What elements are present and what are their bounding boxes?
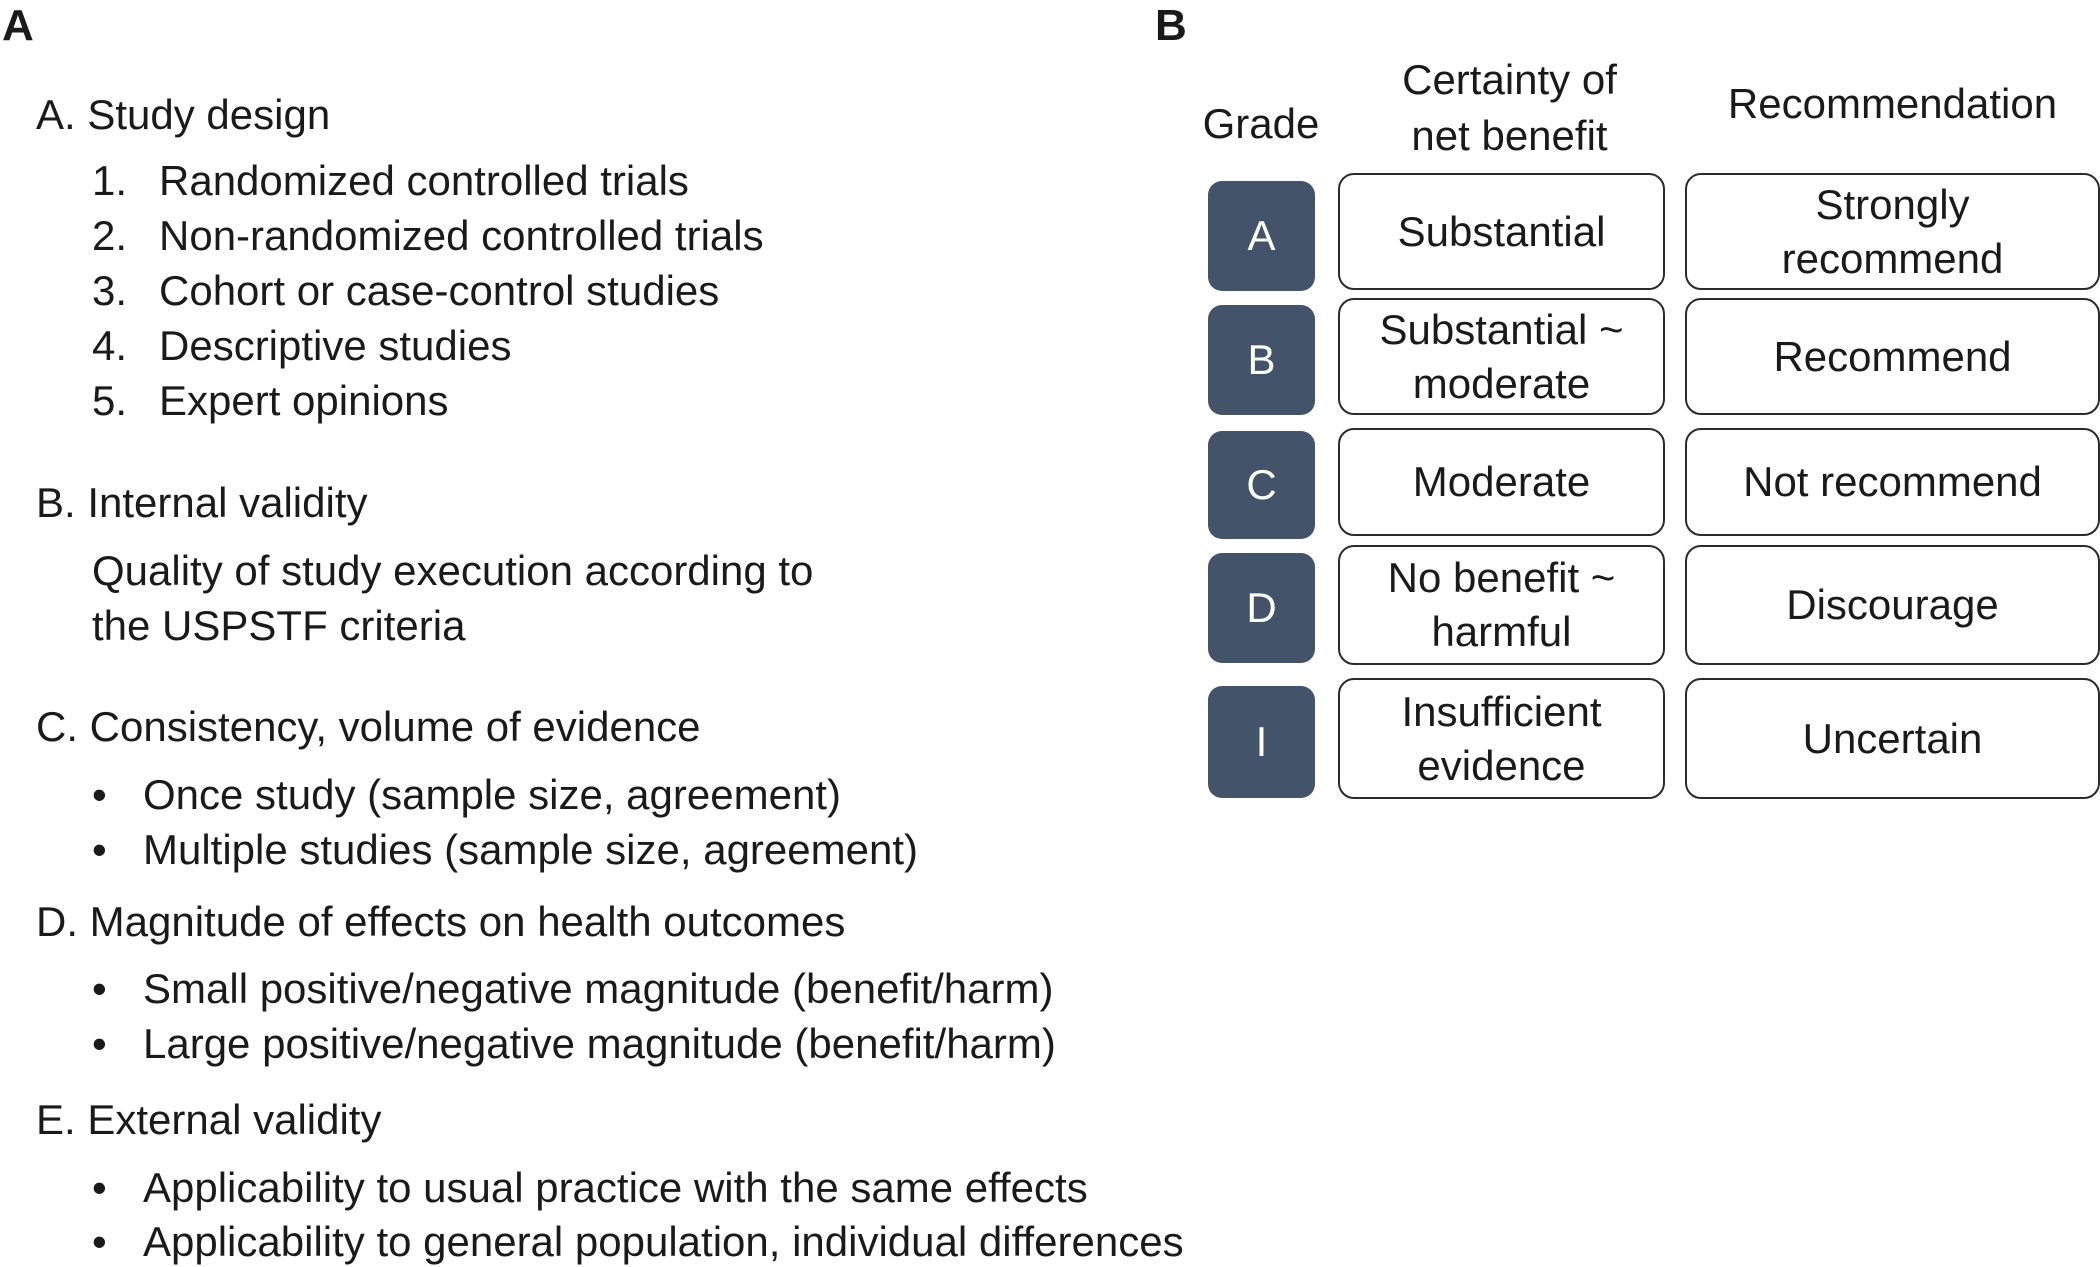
bullet-item: [92, 1164, 1088, 1211]
bullet-item: [92, 826, 918, 873]
panel-b-label: B: [1155, 1, 1187, 50]
item-text: Multiple studies (sample size, agreement): [143, 826, 918, 873]
section-a-title: A. Study design: [36, 91, 331, 138]
section-b-title: B. Internal validity: [36, 479, 368, 526]
grade-badge-c: C: [1208, 431, 1315, 539]
certainty-cell-a: Substantial: [1338, 173, 1665, 290]
study-design-item: [92, 267, 720, 314]
study-design-item: [92, 212, 764, 259]
recommendation-cell-a: Strongly recommend: [1685, 173, 2100, 290]
item-text: Applicability to usual practice with the same effects: [143, 1164, 1088, 1211]
item-number: 3.: [92, 267, 128, 314]
item-number: 2.: [92, 212, 128, 259]
grade-badge-d: D: [1208, 553, 1315, 663]
item-number: 4.: [92, 322, 128, 369]
bullet-item: [92, 771, 841, 818]
item-text: Once study (sample size, agreement): [143, 771, 841, 818]
bullet-glyph: •: [92, 826, 107, 873]
bullet-glyph: •: [92, 965, 107, 1012]
bullet-glyph: •: [92, 1164, 107, 1211]
item-text: Randomized controlled trials: [159, 157, 689, 204]
certainty-cell-b: Substantial ~ moderate: [1338, 298, 1665, 415]
section-d-title: D. Magnitude of effects on health outcomes: [36, 898, 846, 945]
section-e-title: E. External validity: [36, 1096, 382, 1143]
bullet-glyph: •: [92, 1020, 107, 1067]
grade-badge-a: A: [1208, 181, 1315, 291]
header-grade: Grade: [1202, 100, 1320, 147]
bullet-glyph: •: [92, 771, 107, 818]
grade-badge-b: B: [1208, 305, 1315, 415]
bullet-item: [92, 1020, 1056, 1067]
grade-badge-i: I: [1208, 686, 1315, 798]
item-text: Expert opinions: [159, 377, 449, 424]
item-text: Non-randomized controlled trials: [159, 212, 764, 259]
recommendation-cell-d: Discourage: [1685, 545, 2100, 665]
item-number: 5.: [92, 377, 128, 424]
certainty-cell-d: No benefit ~ harmful: [1338, 545, 1665, 665]
header-certainty: Certainty of net benefit: [1402, 56, 1617, 159]
item-text: Applicability to general population, individual differences: [143, 1218, 1184, 1265]
item-text: Cohort or case-control studies: [159, 267, 720, 314]
bullet-glyph: •: [92, 1218, 107, 1265]
certainty-cell-i: Insufficient evidence: [1338, 678, 1665, 799]
study-design-item: [92, 157, 689, 204]
panel-a-label: A: [2, 1, 34, 50]
bullet-item: [92, 965, 1054, 1012]
item-text: Small positive/negative magnitude (benefit/harm): [143, 965, 1054, 1012]
study-design-item: [92, 377, 449, 424]
bullet-item: [92, 1218, 1184, 1265]
internal-validity-text: Quality of study execution according to the USPSTF criteria: [92, 547, 814, 649]
item-text: Large positive/negative magnitude (benefit/harm): [143, 1020, 1056, 1067]
recommendation-cell-i: Uncertain: [1685, 678, 2100, 799]
item-text: Descriptive studies: [159, 322, 512, 369]
item-number: 1.: [92, 157, 128, 204]
section-c-title: C. Consistency, volume of evidence: [36, 703, 701, 750]
certainty-cell-c: Moderate: [1338, 428, 1665, 536]
recommendation-cell-b: Recommend: [1685, 298, 2100, 415]
header-recommendation: Recommendation: [1727, 80, 2058, 127]
recommendation-cell-c: Not recommend: [1685, 428, 2100, 536]
study-design-item: [92, 322, 512, 369]
